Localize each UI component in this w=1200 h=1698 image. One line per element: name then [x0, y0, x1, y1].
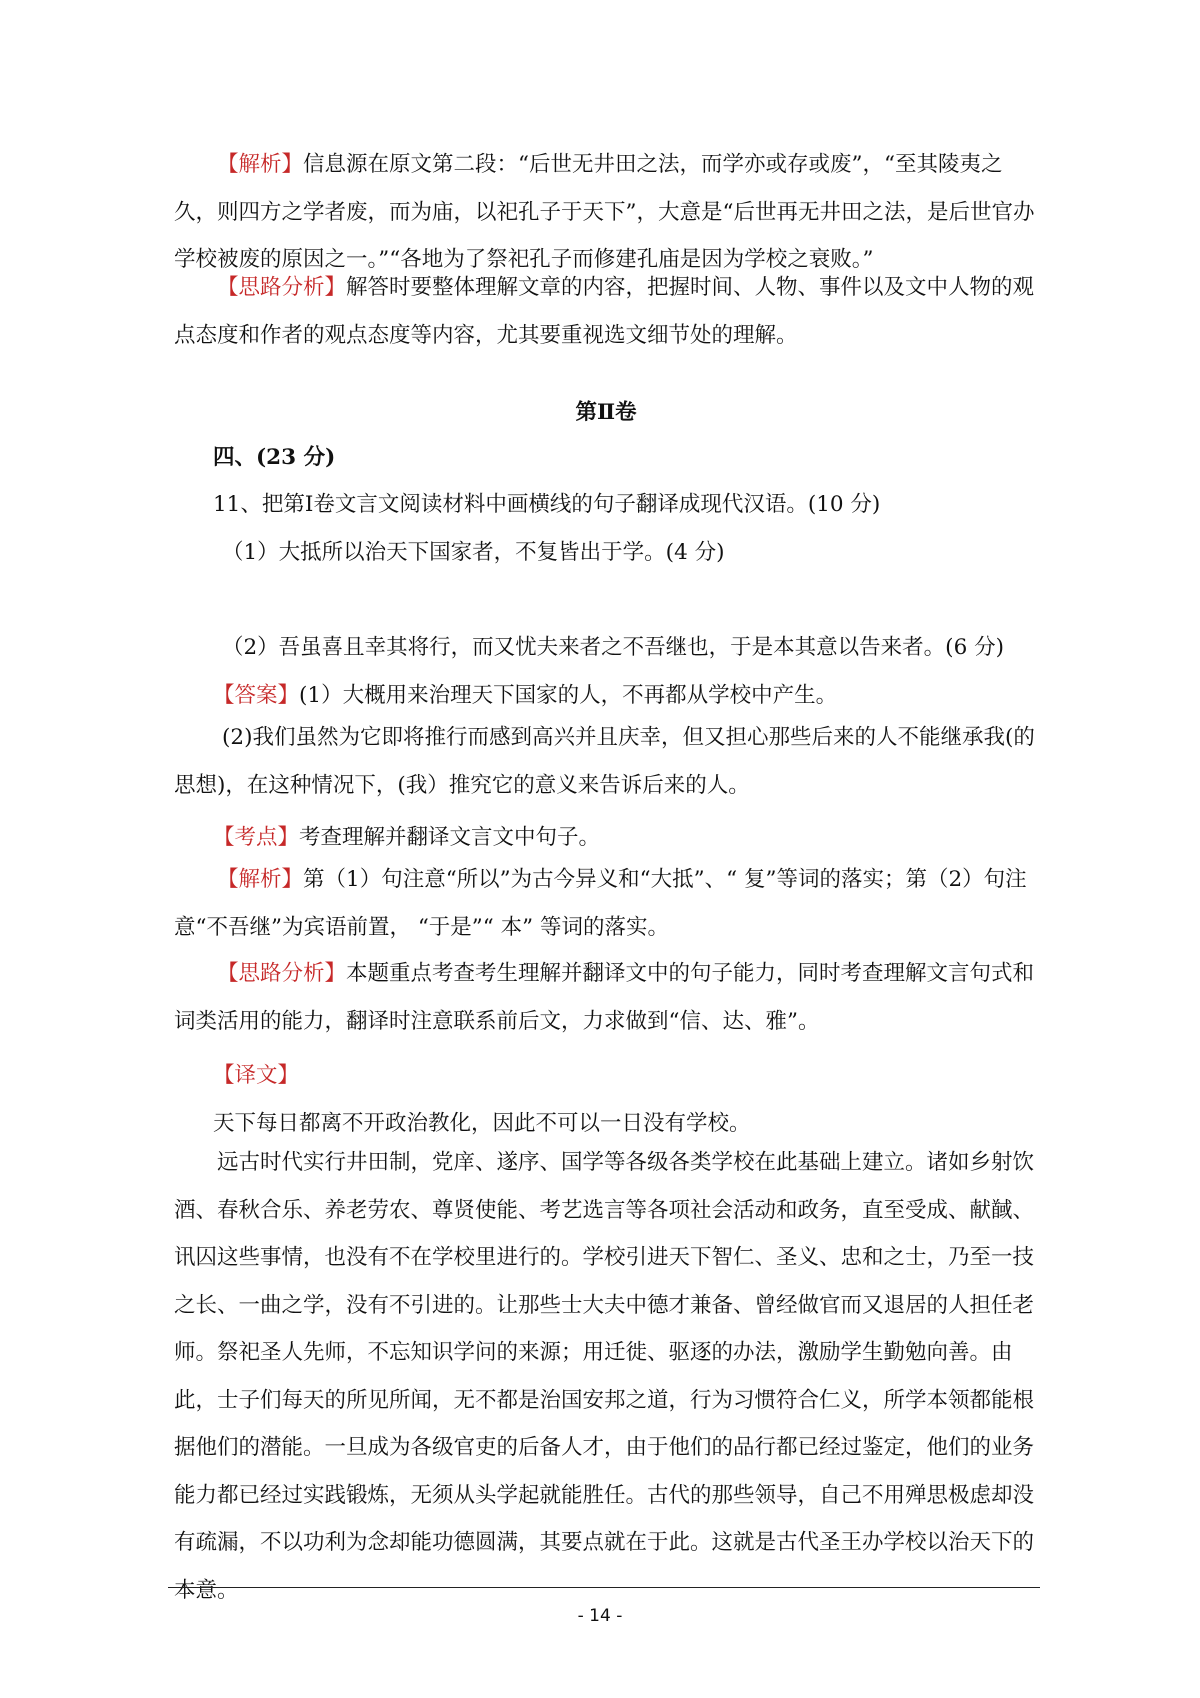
analysis-paragraph-2 [174, 856, 1038, 951]
sub-question-1: （1）大抵所以治天下国家者，不复皆出于学。(4 分) [222, 540, 725, 565]
sub-question-2: （2）吾虽喜且幸其将行，而又忧夫来者之不吾继也，于是本其意以告来者。(6 分) [222, 635, 1004, 660]
translation-paragraph-2: 远古时代实行井田制，党庠、遂序、国学等各级各类学校在此基础上建立。诸如乡射饮酒、春秋合乐、养老劳农、尊贤使能、考艺选言等各项社会活动和政务，直至受成、献馘、讯囚这些事情，也没有不在学校里进行的。学校引进天下智仁、圣义、忠和之士，乃至一技之长、一曲之学，没有不引进的。让那些士大夫中德才兼备、曾经做官而又退居的人担任老师。祭祀圣人先师，不忘知识学问的来源；用迁徙、驱逐的办法，激励学生勤勉向善。由此，士子们每天的所见所闻，无不都是治国安邦之道，行为习惯符合仁义，所学本领都能根据他们的潜能。一旦成为各级官吏的后备人才，由于他们的品行都已经过鉴定，他们的业务能力都已经过实践锻炼，无须从头学起就能胜任。古代的那些领导，自己不用殚思极虑却没有疏漏，不以功利为念却能功德圆满，其要点就在于此。这就是古代圣王办学校以治天下的本意。 [174, 1150, 1035, 1603]
idea-tag: 【思路分析】 [217, 275, 347, 300]
analysis-paragraph-1 [174, 141, 1038, 284]
question-11: 11、把第Ⅰ卷文言文阅读材料中画横线的句子翻译成现代汉语。(10 分) [213, 492, 881, 517]
translation-tag: 【译文】 [213, 1063, 300, 1088]
kaodian-line [213, 820, 600, 851]
idea-paragraph-1 [174, 264, 1038, 359]
idea-text-2: 本题重点考查考生理解并翻译文中的句子能力，同时考查理解文言句式和词类活用的能力，翻译时注意联系前后文，力求做到“信、达、雅”。 [174, 961, 1035, 1034]
kaodian-tag: 【考点】 [213, 825, 300, 850]
analysis-text: 信息源在原文第二段：“后世无井田之法，而学亦或存或废”，“至其陵夷之久，则四方之学者废，而为庙，以祀孔子于天下”，大意是“后世再无井田之法，是后世官办学校被废的原因之一。”“各地为了祭祀孔子而修建孔庙是因为学校之衰败。” [174, 152, 1035, 272]
translation-paragraph-1: 天下每日都离不开政治教化，因此不可以一日没有学校。 [213, 1111, 751, 1136]
answer-text-1: (1）大概用来治理天下国家的人，不再都从学校中产生。 [299, 683, 838, 708]
idea-paragraph-2 [174, 950, 1038, 1045]
answer-line-1 [213, 678, 837, 709]
answer-paragraph-2: (2)我们虽然为它即将推行而感到高兴并且庆幸，但又担心那些后来的人不能继承我(的思想)，在这种情况下，(我）推究它的意义来告诉后来的人。 [174, 725, 1035, 798]
analysis-text-2: 第（1）句注意“所以”为古今异义和“大抵”、“ 复”等词的落实；第（2）句注意“不吾继”为宾语前置， “于是”“ 本” 等词的落实。 [174, 867, 1027, 940]
idea-tag-2: 【思路分析】 [217, 961, 347, 986]
page-number: - 14 - [577, 1606, 623, 1626]
analysis-tag-2: 【解析】 [217, 867, 304, 892]
idea-text: 解答时要整体理解文章的内容，把握时间、人物、事件以及文中人物的观点态度和作者的观点态度等内容，尤其要重视选文细节处的理解。 [174, 275, 1035, 348]
section-heading: 四、(23 分) [213, 445, 336, 470]
volume-title: 第Ⅱ卷 [575, 400, 637, 425]
footer-divider [168, 1587, 1040, 1588]
kaodian-text: 考查理解并翻译文言文中句子。 [299, 825, 601, 850]
answer-tag: 【答案】 [213, 683, 300, 708]
analysis-tag: 【解析】 [217, 152, 304, 177]
